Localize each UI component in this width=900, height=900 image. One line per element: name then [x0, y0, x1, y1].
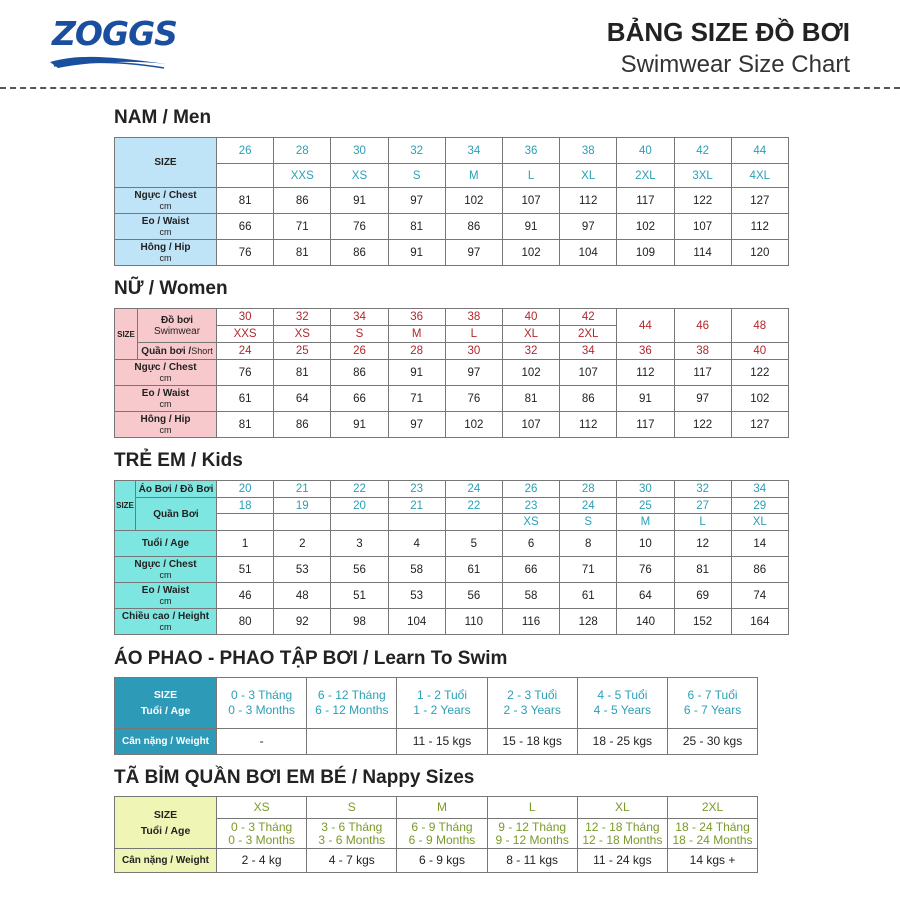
women-short-cell: 26 [331, 343, 388, 360]
nappy-age-cell [487, 819, 577, 849]
page-subtitle: Swimwear Size Chart [620, 51, 850, 78]
age-vn: 2 - 3 Tuổi [507, 688, 558, 702]
learn-weight-cell: 25 - 30 kgs [667, 729, 757, 755]
kids-shirt-cell: 26 [502, 481, 559, 498]
kids-pants-cell: 24 [560, 498, 617, 514]
kids-age-cell: 5 [445, 531, 502, 557]
size-label-text: SIZE [153, 808, 178, 821]
nappy-size-table [114, 796, 758, 873]
men-hip-cell: 86 [331, 240, 388, 266]
kids-age-cell: 4 [388, 531, 445, 557]
waist-label-text: Eo / Waist [141, 387, 190, 399]
men-hip-label [115, 240, 217, 266]
kids-pants-letter: M [617, 514, 674, 531]
kids-pants-cell: 25 [617, 498, 674, 514]
men-size-num: 44 [731, 138, 788, 164]
women-hip-cell: 127 [731, 412, 788, 438]
nappy-size-cell: XS [217, 797, 307, 819]
nappy-section-title: TÃ BỈM QUẦN BƠI EM BÉ / Nappy Sizes [114, 767, 475, 788]
nappy-size-cell: M [397, 797, 487, 819]
kids-waist-cell: 53 [388, 583, 445, 609]
men-chest-cell: 112 [560, 188, 617, 214]
women-chest-cell: 102 [502, 360, 559, 386]
men-chest-cell: 127 [731, 188, 788, 214]
kids-height-cell: 92 [274, 609, 331, 635]
nappy-weight-label: Cân nặng / Weight [115, 849, 217, 873]
women-waist-cell: 86 [560, 386, 617, 412]
men-size-num: 36 [502, 138, 559, 164]
age-label-text: Tuổi / Age [140, 705, 191, 717]
women-short-label [138, 343, 217, 360]
nappy-weight-cell: 2 - 4 kg [217, 849, 307, 873]
kids-pants-letter [217, 514, 274, 531]
kids-height-cell: 140 [617, 609, 674, 635]
kids-pants-letter [388, 514, 445, 531]
men-hip-cell: 104 [560, 240, 617, 266]
kids-section-title: TRẺ EM / Kids [114, 450, 243, 471]
men-waist-cell: 81 [388, 214, 445, 240]
unit-text: cm [159, 252, 172, 263]
men-size-letter: L [502, 164, 559, 188]
men-hip-cell: 102 [502, 240, 559, 266]
kids-waist-cell: 64 [617, 583, 674, 609]
kids-shirt-cell: 32 [674, 481, 731, 498]
men-chest-cell: 91 [331, 188, 388, 214]
waist-label-text: Eo / Waist [141, 584, 190, 596]
men-hip-cell: 91 [388, 240, 445, 266]
men-size-label: SIZE [115, 138, 217, 188]
men-hip-cell: 81 [274, 240, 331, 266]
women-waist-cell: 66 [331, 386, 388, 412]
nappy-size-cell: S [307, 797, 397, 819]
women-chest-cell: 81 [274, 360, 331, 386]
learn-size-table [114, 677, 758, 755]
learn-weight-label: Cân nặng / Weight [115, 729, 217, 755]
kids-waist-cell: 58 [502, 583, 559, 609]
kids-age-cell: 2 [274, 531, 331, 557]
learn-weight-cell [307, 729, 397, 755]
learn-age-cell [217, 678, 307, 729]
nappy-weight-cell: 11 - 24 kgs [577, 849, 667, 873]
age-vn: 6 - 7 Tuổi [687, 688, 738, 702]
women-chest-cell: 97 [445, 360, 502, 386]
women-hip-cell: 86 [274, 412, 331, 438]
women-swim-num: 40 [502, 309, 559, 326]
kids-chest-label [115, 557, 217, 583]
men-chest-cell: 81 [217, 188, 274, 214]
unit-text: cm [159, 595, 172, 606]
kids-pants-cell: 21 [388, 498, 445, 514]
learn-weight-cell: - [217, 729, 307, 755]
kids-chest-cell: 76 [617, 557, 674, 583]
kids-chest-cell: 86 [731, 557, 788, 583]
kids-waist-cell: 48 [274, 583, 331, 609]
men-size-letter: XXS [274, 164, 331, 188]
women-chest-cell: 91 [388, 360, 445, 386]
age-en: 3 - 6 Months [318, 832, 386, 847]
kids-pants-cell: 20 [331, 498, 388, 514]
women-swim-label [138, 309, 217, 343]
men-size-letter [217, 164, 274, 188]
women-hip-cell: 97 [388, 412, 445, 438]
men-hip-cell: 76 [217, 240, 274, 266]
women-short-cell: 34 [560, 343, 617, 360]
kids-height-cell: 152 [674, 609, 731, 635]
learn-age-cell [307, 678, 397, 729]
age-en: 9 - 12 Months [495, 832, 569, 847]
waist-label-text: Eo / Waist [141, 215, 190, 227]
men-section-title: NAM / Men [114, 107, 212, 128]
men-chest-cell: 122 [674, 188, 731, 214]
men-chest-cell: 107 [502, 188, 559, 214]
kids-height-cell: 80 [217, 609, 274, 635]
kids-chest-cell: 81 [674, 557, 731, 583]
kids-waist-cell: 69 [674, 583, 731, 609]
nappy-weight-cell: 4 - 7 kgs [307, 849, 397, 873]
age-en: 0 - 3 Months [228, 832, 295, 847]
age-vn: 9 - 12 Tháng [498, 819, 567, 834]
age-en: 6 - 12 Months [315, 703, 389, 717]
men-size-num: 40 [617, 138, 674, 164]
men-size-num: 38 [560, 138, 617, 164]
learn-weight-cell: 11 - 15 kgs [397, 729, 487, 755]
men-size-letter: XS [331, 164, 388, 188]
learn-age-cell [487, 678, 577, 729]
kids-pants-letter: L [674, 514, 731, 531]
women-waist-cell: 81 [502, 386, 559, 412]
learn-age-cell [577, 678, 667, 729]
learn-age-cell [667, 678, 757, 729]
men-waist-cell: 71 [274, 214, 331, 240]
women-hip-cell: 81 [217, 412, 274, 438]
swim-sub-text: Swimwear [153, 325, 201, 337]
women-short-cell: 36 [617, 343, 674, 360]
learn-age-cell [397, 678, 487, 729]
women-swim-num: 36 [388, 309, 445, 326]
women-chest-cell: 112 [617, 360, 674, 386]
unit-text: cm [159, 569, 172, 580]
kids-shirt-cell: 22 [331, 481, 388, 498]
age-en: 6 - 7 Years [683, 703, 742, 717]
women-short-cell: 28 [388, 343, 445, 360]
kids-pants-cell: 18 [217, 498, 274, 514]
unit-text: cm [159, 200, 172, 211]
women-short-cell: 24 [217, 343, 274, 360]
women-swim-num: 46 [674, 309, 731, 343]
age-vn: 6 - 12 Tháng [317, 688, 386, 702]
nappy-weight-cell: 8 - 11 kgs [487, 849, 577, 873]
kids-chest-cell: 56 [331, 557, 388, 583]
age-vn: 0 - 3 Tháng [231, 688, 293, 702]
women-short-cell: 25 [274, 343, 331, 360]
men-size-letter: S [388, 164, 445, 188]
nappy-age-cell [307, 819, 397, 849]
header [0, 0, 900, 88]
age-vn: 6 - 9 Tháng [411, 819, 473, 834]
learn-weight-cell: 18 - 25 kgs [577, 729, 667, 755]
men-size-num: 32 [388, 138, 445, 164]
women-chest-cell: 122 [731, 360, 788, 386]
men-size-table [114, 137, 789, 266]
women-chest-cell: 107 [560, 360, 617, 386]
women-chest-cell: 76 [217, 360, 274, 386]
logo-wave-icon [48, 52, 168, 72]
women-chest-cell: 117 [674, 360, 731, 386]
women-waist-cell: 71 [388, 386, 445, 412]
learn-size-age-label [115, 678, 217, 729]
kids-waist-cell: 51 [331, 583, 388, 609]
women-short-cell: 38 [674, 343, 731, 360]
women-swim-letter: XS [274, 326, 331, 343]
kids-age-cell: 8 [560, 531, 617, 557]
women-hip-cell: 112 [560, 412, 617, 438]
age-vn: 1 - 2 Tuổi [416, 688, 467, 702]
women-short-cell: 40 [731, 343, 788, 360]
nappy-age-cell [217, 819, 307, 849]
kids-size-table [114, 480, 789, 635]
women-hip-cell: 91 [331, 412, 388, 438]
women-hip-cell: 107 [502, 412, 559, 438]
women-swim-num: 30 [217, 309, 274, 326]
age-en: 4 - 5 Years [593, 703, 652, 717]
kids-shirt-cell: 28 [560, 481, 617, 498]
women-waist-cell: 91 [617, 386, 674, 412]
women-chest-cell: 86 [331, 360, 388, 386]
nappy-size-cell: XL [577, 797, 667, 819]
men-waist-cell: 76 [331, 214, 388, 240]
header-divider [0, 87, 900, 89]
learn-weight-cell: 15 - 18 kgs [487, 729, 577, 755]
nappy-weight-cell: 6 - 9 kgs [397, 849, 487, 873]
kids-shirt-cell: 23 [388, 481, 445, 498]
kids-chest-cell: 58 [388, 557, 445, 583]
kids-pants-cell: 27 [674, 498, 731, 514]
kids-shirt-cell: 30 [617, 481, 674, 498]
age-en: 0 - 3 Months [228, 703, 295, 717]
learn-section-title: ÁO PHAO - PHAO TẬP BƠI / Learn To Swim [114, 648, 508, 669]
unit-text: cm [159, 226, 172, 237]
kids-age-cell: 1 [217, 531, 274, 557]
kids-height-cell: 98 [331, 609, 388, 635]
unit-text: cm [159, 372, 172, 383]
men-chest-label [115, 188, 217, 214]
hip-label-text: Hông / Hip [140, 241, 191, 253]
women-swim-letter: S [331, 326, 388, 343]
women-waist-cell: 76 [445, 386, 502, 412]
chest-label-text: Ngực / Chest [134, 558, 197, 570]
men-waist-cell: 66 [217, 214, 274, 240]
short-sub-text: Short [191, 345, 213, 356]
men-size-letter: 2XL [617, 164, 674, 188]
women-swim-num: 32 [274, 309, 331, 326]
women-swim-letter: 2XL [560, 326, 617, 343]
women-waist-cell: 97 [674, 386, 731, 412]
kids-pants-letter: S [560, 514, 617, 531]
age-vn: 0 - 3 Tháng [231, 819, 293, 834]
men-chest-cell: 117 [617, 188, 674, 214]
kids-shirt-cell: 20 [217, 481, 274, 498]
age-en: 1 - 2 Years [413, 703, 471, 717]
women-short-cell: 30 [445, 343, 502, 360]
men-hip-cell: 109 [617, 240, 674, 266]
size-label-text: SIZE [153, 689, 178, 701]
unit-text: cm [159, 621, 172, 632]
women-waist-cell: 64 [274, 386, 331, 412]
nappy-age-cell [667, 819, 757, 849]
kids-age-cell: 6 [502, 531, 559, 557]
nappy-size-age-label [115, 797, 217, 849]
men-size-num: 28 [274, 138, 331, 164]
unit-text: cm [159, 424, 172, 435]
men-waist-cell: 91 [502, 214, 559, 240]
kids-chest-cell: 53 [274, 557, 331, 583]
nappy-size-cell: 2XL [667, 797, 757, 819]
men-size-num: 34 [445, 138, 502, 164]
kids-waist-cell: 61 [560, 583, 617, 609]
women-size-label: SIZE [115, 309, 138, 360]
men-chest-cell: 102 [445, 188, 502, 214]
kids-pants-letter [331, 514, 388, 531]
kids-pants-letter: XL [731, 514, 788, 531]
kids-height-cell: 104 [388, 609, 445, 635]
page-title: BẢNG SIZE ĐỒ BƠI [606, 17, 850, 47]
kids-pants-cell: 23 [502, 498, 559, 514]
age-en: 2 - 3 Years [503, 703, 561, 717]
kids-pants-letter: XS [502, 514, 559, 531]
age-vn: 3 - 6 Tháng [321, 819, 383, 834]
kids-pants-letter [445, 514, 502, 531]
kids-height-cell: 116 [502, 609, 559, 635]
kids-age-cell: 10 [617, 531, 674, 557]
men-waist-cell: 97 [560, 214, 617, 240]
hip-label-text: Hông / Hip [140, 413, 191, 425]
nappy-size-cell: L [487, 797, 577, 819]
kids-pants-cell: 19 [274, 498, 331, 514]
women-swim-num: 48 [731, 309, 788, 343]
kids-waist-cell: 46 [217, 583, 274, 609]
short-label-text: Quần bơi / [141, 345, 192, 357]
kids-pants-cell: 22 [445, 498, 502, 514]
men-waist-cell: 102 [617, 214, 674, 240]
kids-age-cell: 14 [731, 531, 788, 557]
kids-shirt-cell: 24 [445, 481, 502, 498]
women-swim-num: 42 [560, 309, 617, 326]
kids-age-label: Tuổi / Age [115, 531, 217, 557]
logo-text: ZOGGS [52, 14, 177, 53]
women-swim-num: 38 [445, 309, 502, 326]
men-size-num: 26 [217, 138, 274, 164]
age-label-text: Tuổi / Age [140, 824, 191, 837]
swim-label-text: Đồ bơi [160, 314, 194, 326]
men-waist-cell: 86 [445, 214, 502, 240]
kids-chest-cell: 61 [445, 557, 502, 583]
men-chest-cell: 97 [388, 188, 445, 214]
height-label-text: Chiều cao / Height [121, 610, 210, 622]
kids-shirt-cell: 21 [274, 481, 331, 498]
women-swim-num: 44 [617, 309, 674, 343]
men-waist-cell: 112 [731, 214, 788, 240]
age-en: 12 - 18 Months [582, 832, 663, 847]
women-chest-label [115, 360, 217, 386]
kids-height-cell: 128 [560, 609, 617, 635]
men-hip-cell: 97 [445, 240, 502, 266]
kids-height-cell: 164 [731, 609, 788, 635]
kids-shirt-label: Áo Bơi / Đồ Bơi [136, 481, 217, 498]
nappy-age-cell [397, 819, 487, 849]
women-short-cell: 32 [502, 343, 559, 360]
kids-height-cell: 110 [445, 609, 502, 635]
kids-pants-cell: 29 [731, 498, 788, 514]
men-size-num: 42 [674, 138, 731, 164]
chest-label-text: Ngực / Chest [134, 189, 197, 201]
kids-waist-cell: 74 [731, 583, 788, 609]
kids-age-cell: 12 [674, 531, 731, 557]
kids-waist-label [115, 583, 217, 609]
kids-waist-cell: 56 [445, 583, 502, 609]
age-vn: 12 - 18 Tháng [585, 819, 660, 834]
men-waist-label [115, 214, 217, 240]
men-size-letter: M [445, 164, 502, 188]
men-chest-cell: 86 [274, 188, 331, 214]
women-hip-cell: 117 [617, 412, 674, 438]
kids-height-label [115, 609, 217, 635]
kids-pants-letter [274, 514, 331, 531]
men-waist-cell: 107 [674, 214, 731, 240]
women-waist-cell: 102 [731, 386, 788, 412]
age-en: 6 - 9 Months [408, 832, 476, 847]
women-waist-label [115, 386, 217, 412]
kids-chest-cell: 71 [560, 557, 617, 583]
kids-age-cell: 3 [331, 531, 388, 557]
chest-label-text: Ngực / Chest [134, 361, 197, 373]
men-size-num: 30 [331, 138, 388, 164]
age-vn: 18 - 24 Tháng [675, 819, 750, 834]
kids-chest-cell: 51 [217, 557, 274, 583]
women-swim-letter: L [445, 326, 502, 343]
women-section-title: NỮ / Women [114, 278, 228, 299]
women-hip-cell: 102 [445, 412, 502, 438]
men-hip-cell: 114 [674, 240, 731, 266]
women-swim-letter: M [388, 326, 445, 343]
kids-pants-label: Quần Bơi [136, 498, 217, 531]
nappy-age-cell [577, 819, 667, 849]
women-hip-label [115, 412, 217, 438]
men-size-letter: XL [560, 164, 617, 188]
kids-chest-cell: 66 [502, 557, 559, 583]
women-swim-letter: XL [502, 326, 559, 343]
women-swim-letter: XXS [217, 326, 274, 343]
women-waist-cell: 61 [217, 386, 274, 412]
women-hip-cell: 122 [674, 412, 731, 438]
women-swim-num: 34 [331, 309, 388, 326]
kids-size-label: SIZE [115, 481, 136, 531]
age-en: 18 - 24 Months [672, 832, 753, 847]
women-size-table [114, 308, 789, 438]
nappy-weight-cell: 14 kgs + [667, 849, 757, 873]
age-vn: 4 - 5 Tuổi [597, 688, 648, 702]
men-hip-cell: 120 [731, 240, 788, 266]
men-size-letter: 3XL [674, 164, 731, 188]
unit-text: cm [159, 398, 172, 409]
men-size-letter: 4XL [731, 164, 788, 188]
kids-shirt-cell: 34 [731, 481, 788, 498]
zoggs-logo [48, 14, 178, 74]
